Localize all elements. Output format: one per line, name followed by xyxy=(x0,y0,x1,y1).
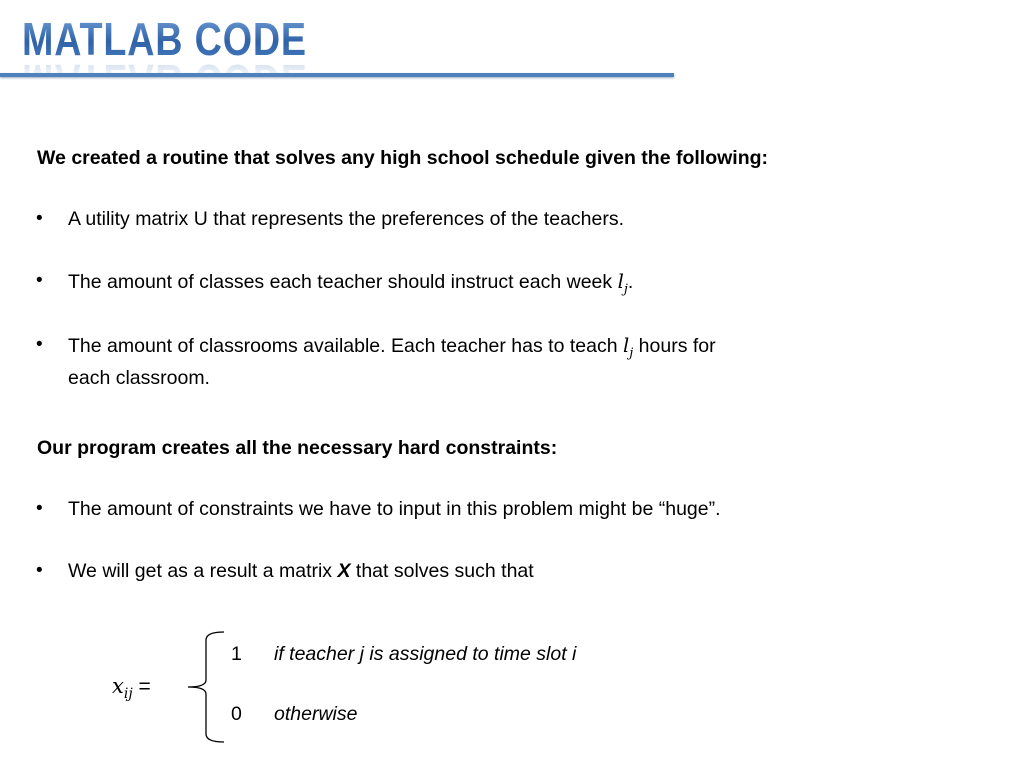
math-l: l xyxy=(617,270,624,293)
math-sub-j: j xyxy=(623,281,628,297)
intro-text: We created a routine that solves any high school schedule given the following: xyxy=(37,147,769,169)
bullet-classrooms xyxy=(68,334,716,361)
equation-lhs xyxy=(112,674,151,702)
equals-sign: = xyxy=(138,675,151,698)
bullet-text-after: . xyxy=(627,271,634,293)
bullet-classes-per-week xyxy=(68,270,633,297)
bullet-text-after: that solves such that xyxy=(350,560,534,582)
bullet-text: The amount of classes each teacher should instruct each week xyxy=(68,271,618,293)
bullet-icon: • xyxy=(36,208,43,229)
math-x: x xyxy=(112,674,124,698)
case-value-0: 0 xyxy=(231,703,242,725)
case-value-1: 1 xyxy=(231,643,242,665)
bullet-text: We will get as a result a matrix xyxy=(68,560,338,582)
bullet-utility-matrix: A utility matrix U that represents the preferences of the teachers. xyxy=(68,208,625,230)
left-brace-icon xyxy=(186,630,226,744)
bullet-text: The amount of classrooms available. Each teacher has to teach xyxy=(68,335,623,357)
math-sub-j: j xyxy=(629,345,634,361)
bullet-icon: • xyxy=(36,334,43,355)
math-sub-ij: ij xyxy=(123,686,133,703)
math-l: l xyxy=(622,334,630,357)
bullet-result-matrix xyxy=(68,560,534,583)
case-condition-1: if teacher j is assigned to time slot i xyxy=(274,643,577,665)
case-condition-0: otherwise xyxy=(274,703,358,725)
bullet-classrooms-line2: each classroom. xyxy=(68,367,210,389)
bullet-icon: • xyxy=(36,498,43,519)
slide-title: MATLAB CODE xyxy=(22,13,307,65)
title-underline xyxy=(0,73,674,77)
matrix-x: X xyxy=(337,560,351,582)
bullet-icon: • xyxy=(36,560,43,581)
bullet-constraints: The amount of constraints we have to input in this problem might be “huge”. xyxy=(68,498,721,520)
constraints-heading: Our program creates all the necessary hard constraints: xyxy=(37,437,558,459)
bullet-icon: • xyxy=(36,270,43,291)
bullet-text-after: hours for xyxy=(633,335,716,357)
